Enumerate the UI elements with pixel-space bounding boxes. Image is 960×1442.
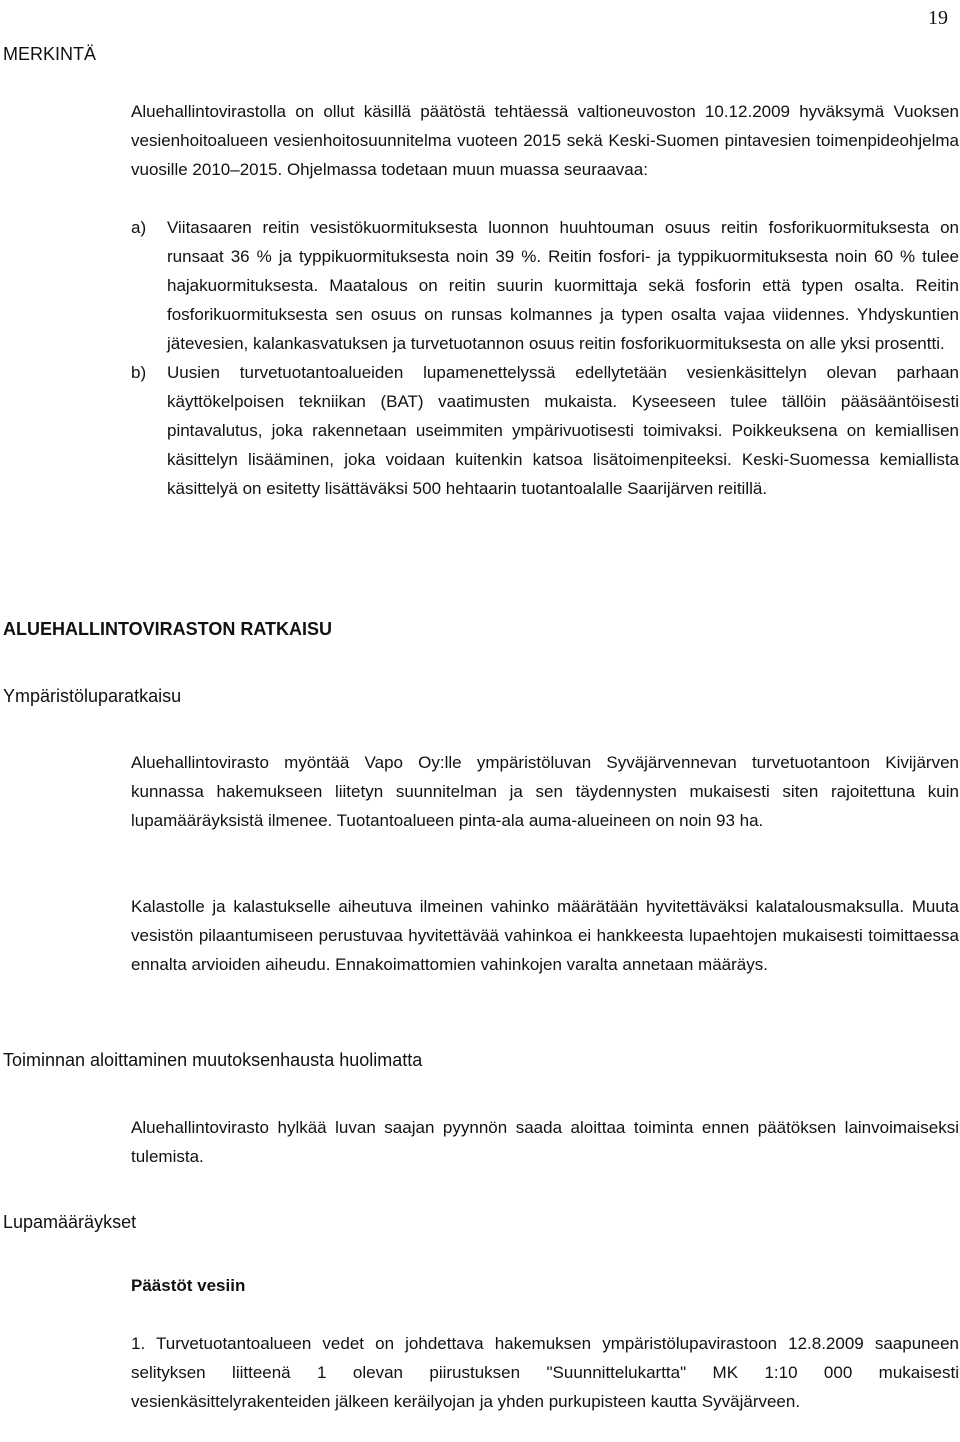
list-item-text: Uusien turvetuotantoalueiden lupamenettelyssä edellytetään vesienkäsittelyn olevan parhaan käyttökelpoisen tekniikan (BAT) vaatimusten mukaista. Kyseeseen tulee tällöin pääsääntöisesti pintavalutus, joka rakennetaan useimmiten ympärivuotisesti toimivaksi. Poikkeuksena on kemiallisen käsittelyn lisääminen, joka voidaan kuitenkin katsoa lisätoimenpiteeksi. Keski-Suomessa kemiallista käsittelyä on esitetty lisättäväksi 500 hehtaarin tuotantoalalle Saarijärven reitillä. bbox=[167, 363, 959, 498]
aloittaminen-p1: Aluehallintovirasto hylkää luvan saajan pyynnön saada aloittaa toiminta ennen päätöksen lainvoimaiseksi tulemista. bbox=[131, 1118, 959, 1166]
aloittaminen-p1-block bbox=[131, 1113, 959, 1171]
heading-lupamaaraykset: Lupamääräykset bbox=[3, 1212, 137, 1232]
ymparistolupa-p1-block bbox=[131, 748, 959, 835]
merkinta-intro: Aluehallintovirastolla on ollut käsillä päätöstä tehtäessä valtioneuvoston 10.12.2009 hyväksymä Vuoksen vesienhoitoalueen vesienhoitosuunnitelma vuoteen 2015 sekä Keski-Suomen pintavesien toimenpideohjelma vuosille 2010–2015. Ohjelmassa todetaan muun muassa seuraavaa: bbox=[131, 102, 959, 179]
lupamaaraykset-p1-block bbox=[131, 1329, 959, 1416]
heading-aloittaminen: Toiminnan aloittaminen muutoksenhausta huolimatta bbox=[3, 1050, 423, 1070]
list-marker: a) bbox=[131, 218, 147, 237]
lupamaaraykset-p1: 1. Turvetuotantoalueen vedet on johdettava hakemuksen ympäristölupavirastoon 12.8.2009 saapuneen selityksen liitteenä 1 olevan piirustuksen "Suunnittelukartta" MK 1:10 000 mukaisesti vesienkäsittelyrakenteiden jälkeen keräilyojan ja yhden purkupisteen kautta Syväjärveen. bbox=[131, 1334, 959, 1411]
ymparistolupa-p1: Aluehallintovirasto myöntää Vapo Oy:lle ympäristöluvan Syväjärvennevan turvetuotantoon Kivijärven kunnassa hakemukseen liitetyn suunnitelman ja sen täydennysten mukaisesti siten rajoitettuna kuin lupamääräyksistä ilmenee. Tuotantoalueen pinta-ala auma-alueineen on noin 93 ha. bbox=[131, 753, 959, 830]
list-item-b bbox=[131, 358, 959, 503]
paastot-vesiin-heading-block bbox=[131, 1271, 959, 1300]
ymparistolupa-p2: Kalastolle ja kalastukselle aiheutuva ilmeinen vahinko määrätään hyvitettäväksi kalatalousmaksulla. Muuta vesistön pilaantumiseen perustuvaa hyvitettävää vahinkoa ei hankkeesta lupaehtojen mukaisesti toimittaessa ennalta arvioiden aiheudu. Ennakoimattomien vahinkojen varalta annetaan määräys. bbox=[131, 897, 959, 974]
list-item-text: Viitasaaren reitin vesistökuormituksesta luonnon huuhtouman osuus reitin fosforikuormituksesta on runsaat 36 % ja typpikuormituksesta noin 39 %. Reitin fosfori- ja typpikuormituksesta noin 60 % tulee hajakuormituksesta. Maatalous on reitin suurin kuormittaja sekä fosforin että typen osalta. Reitin fosforikuormituksesta sen osuus on runsas kolmannes ja typen osalta vajaa viidennes. Yhdyskuntien jätevesien, kalankasvatuksen ja turvetuotannon osuus reitin fosforikuormituksesta on alle yksi prosentti. bbox=[167, 218, 959, 353]
ymparistolupa-p2-block bbox=[131, 892, 959, 979]
heading-ratkaisu: ALUEHALLINTOVIRASTON RATKAISU bbox=[3, 619, 333, 639]
merkinta-list bbox=[131, 213, 959, 503]
subheading-paastot-vesiin: Päästöt vesiin bbox=[131, 1276, 246, 1295]
list-marker: b) bbox=[131, 363, 147, 382]
heading-merkinta: MERKINTÄ bbox=[3, 44, 97, 64]
page-number: 19 bbox=[928, 7, 948, 29]
merkinta-intro-block bbox=[131, 97, 959, 184]
list-item-a bbox=[131, 213, 959, 358]
heading-ymparistoluparatkaisu: Ympäristöluparatkaisu bbox=[3, 686, 182, 706]
